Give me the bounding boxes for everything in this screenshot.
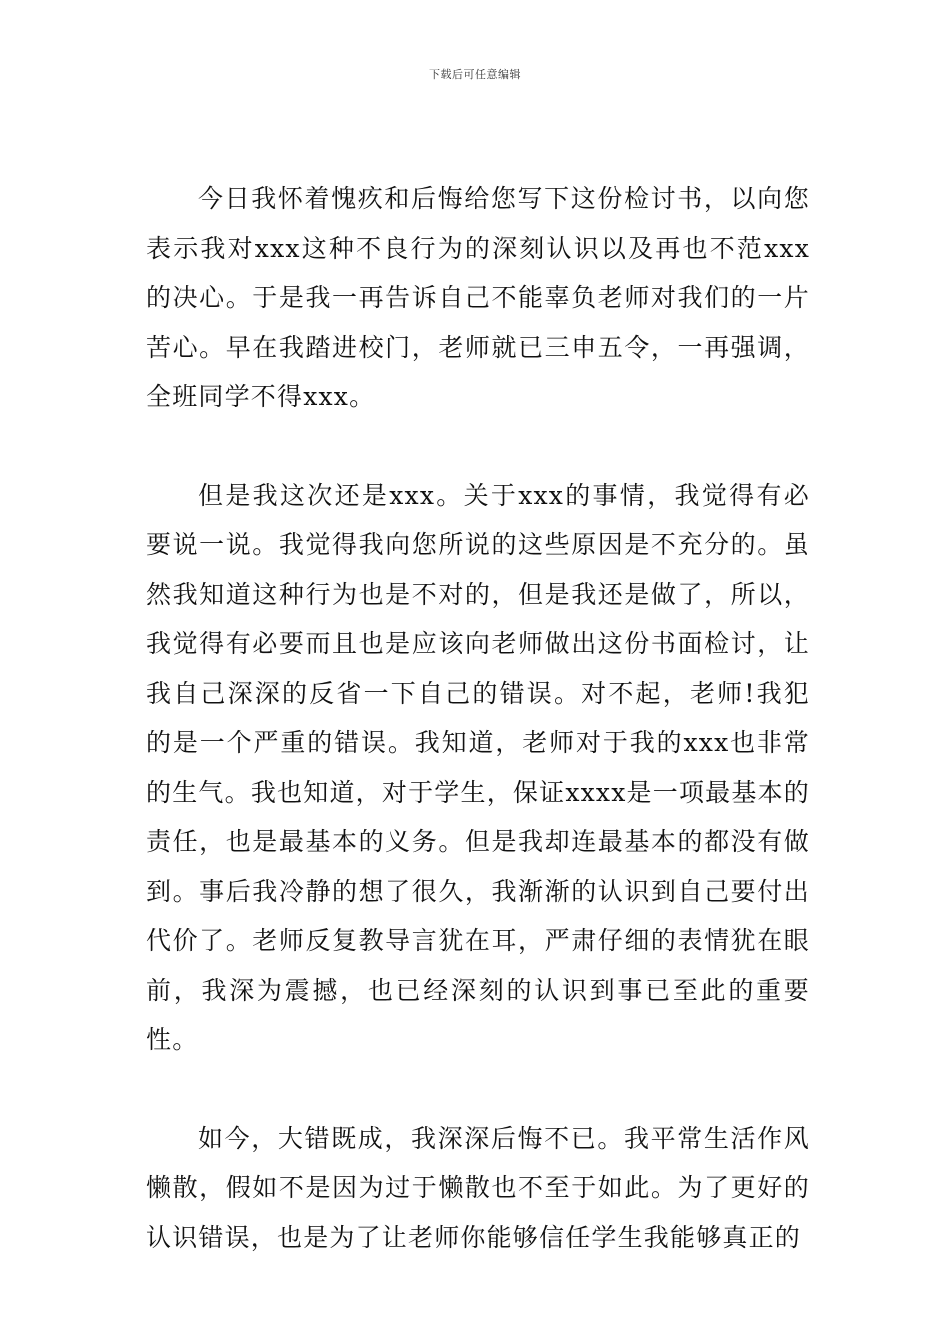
- paragraph-2: 但是我这次还是xxx。关于xxx的事情，我觉得有必要说一说。我觉得我向您所说的这些原因是不充分的。虽然我知道这种行为也是不对的，但是我还是做了，所以，我觉得有必要而且也是应该向老师做出这份书面检讨，让我自己深深的反省一下自己的错误。对不起，老师!我犯的是一个严重的错误。我知道，老师对于我的xxx也非常的生气。我也知道，对于学生，保证xxxx是一项最基本的责任，也是最基本的义务。但是我却连最基本的都没有做到。事后我冷静的想了很久，我渐渐的认识到自己要付出代价了。老师反复教导言犹在耳，严肃仔细的表情犹在眼前，我深为震撼，也已经深刻的认识到事已至此的重要性。: [146, 480, 810, 1054]
- header-note: 下载后可任意编辑: [429, 68, 521, 81]
- document-body: [146, 174, 810, 1262]
- paragraph-3: 如今，大错既成，我深深后悔不已。我平常生活作风懒散，假如不是因为过于懒散也不至于如此。为了更好的认识错误，也是为了让老师你能够信任学生我能够真正的: [146, 1123, 810, 1252]
- paragraph-1: 今日我怀着愧疚和后悔给您写下这份检讨书，以向您表示我对xxx这种不良行为的深刻认识以及再也不范xxx的决心。于是我一再告诉自己不能辜负老师对我们的一片苦心。早在我踏进校门，老师就已三申五令，一再强调，全班同学不得xxx。: [146, 184, 810, 411]
